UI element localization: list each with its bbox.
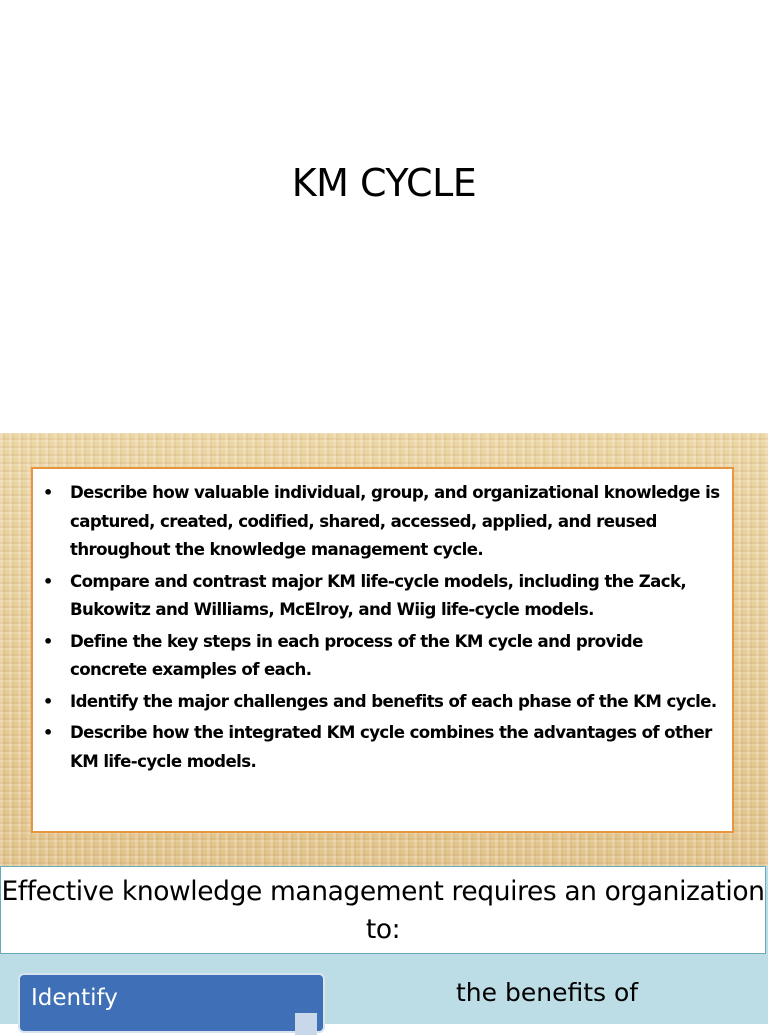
objectives-box	[31, 467, 734, 833]
bullet-icon: •	[43, 631, 53, 651]
list-item	[43, 568, 724, 625]
list-item	[43, 479, 724, 565]
objectives-list	[43, 479, 724, 776]
list-item	[43, 719, 724, 776]
slide-objectives	[0, 433, 768, 866]
objective-text: Describe how valuable individual, group, and organizational knowledge is captured, created, codified, shared, accessed, applied, and reused throughout the knowledge management cycle.	[70, 483, 720, 559]
objective-text: Define the key steps in each process of the KM cycle and provide concrete examples of each.	[70, 631, 643, 679]
objective-text: Identify the major challenges and benefits of each phase of the KM cycle.	[70, 691, 717, 711]
bullet-icon: •	[43, 691, 53, 711]
benefits-text: the benefits of	[456, 978, 639, 1007]
list-item	[43, 628, 724, 685]
expand-icon[interactable]	[295, 1013, 317, 1035]
slide-requirements	[0, 866, 768, 1024]
bullet-icon: •	[43, 483, 53, 502]
identify-button[interactable]	[18, 973, 325, 1033]
slide-heading: Effective knowledge management requires an organization to:	[0, 866, 766, 954]
identify-label: Identify	[31, 985, 118, 1011]
objective-text: Compare and contrast major KM life-cycle models, including the Zack, Bukowitz and Williams, McElroy, and Wiig life-cycle models.	[70, 571, 687, 619]
bullet-icon: •	[43, 723, 53, 742]
objective-text: Describe how the integrated KM cycle combines the advantages of other KM life-cycle models.	[70, 723, 712, 771]
list-item	[43, 688, 724, 717]
slide-title	[0, 0, 768, 433]
page-title: KM CYCLE	[291, 161, 477, 205]
bullet-icon: •	[43, 571, 53, 591]
